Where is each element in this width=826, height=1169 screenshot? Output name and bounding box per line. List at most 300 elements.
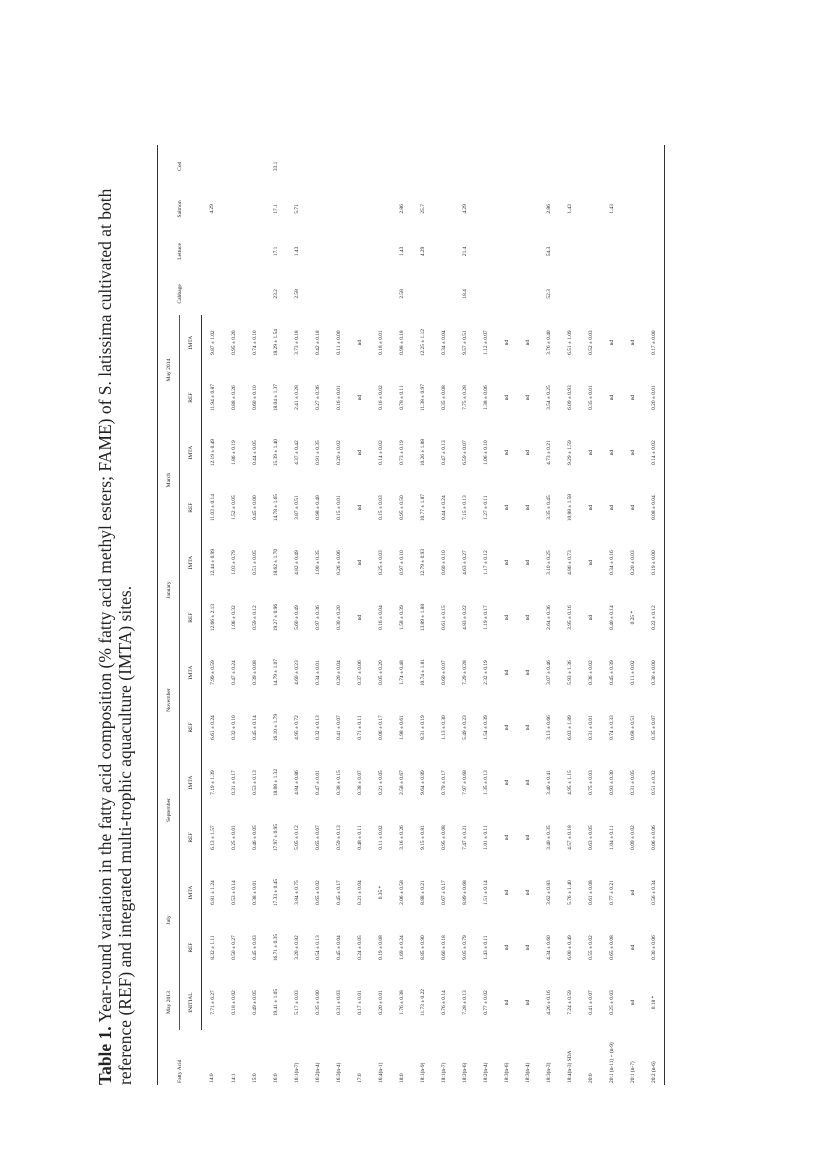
fatty-acid-name: 18:0 (398, 1073, 405, 1083)
source-value-cell (601, 145, 622, 188)
value-cell: 9.29 ± 1.59 (566, 440, 573, 465)
table-row (349, 145, 370, 1085)
value-cell: 19.27 ± 0.96 (272, 603, 279, 632)
value-cell: nd (524, 834, 531, 841)
value-cell: nd (629, 504, 636, 511)
site-subheader: REF (180, 480, 202, 535)
table-row (265, 145, 286, 1085)
value-cell: 2.64 ± 0.36 (545, 605, 552, 630)
source-value-cell (328, 145, 349, 188)
fatty-acid-name: 14:0 (209, 1073, 216, 1083)
value-cell: 0.98 ± 0.18 (398, 330, 405, 355)
value-cell: 0.31 ± 0.05 (629, 770, 636, 795)
value-cell: 0.44 ± 0.24 (440, 495, 447, 520)
source-value-cell: 17.1 (272, 246, 279, 257)
value-cell: 5.93 ± 1.36 (566, 660, 573, 685)
value-cell: 0.98 ± 0.40 (314, 495, 321, 520)
value-cell: 0.48 ± 0.11 (356, 825, 363, 850)
source-value-cell (475, 230, 496, 272)
source-value-cell: 17.1 (272, 204, 279, 214)
value-cell: 0.32 ± 0.13 (314, 715, 321, 740)
value-cell: 6.09 ± 0.93 (566, 385, 573, 410)
value-cell: 0.35 ± 0.01 (587, 385, 594, 410)
source-value-cell (580, 145, 601, 188)
value-cell: 0.25 ± 0.03 (377, 550, 384, 575)
source-value-cell (223, 145, 244, 188)
value-cell: nd (356, 614, 363, 621)
value-cell: 12.19 ± 0.49 (209, 439, 216, 467)
value-cell: 8.88 ± 0.21 (419, 880, 426, 905)
value-cell: 1.17 ± 0.12 (482, 550, 489, 575)
value-cell: 0.31 ± 0.03 (335, 990, 342, 1015)
source-value-cell (517, 230, 538, 272)
value-cell: 0.54 ± 0.13 (314, 935, 321, 960)
value-cell: 0.14 ± 0.02 (643, 425, 665, 480)
site-subheader: IMTA (180, 645, 202, 700)
value-cell: 0.36 ± 0.02 (587, 660, 594, 685)
value-cell: 0.78 ± 0.11 (398, 385, 405, 410)
table-row (454, 145, 475, 1085)
value-cell: 0.44 ± 0.05 (251, 440, 258, 465)
value-cell: nd (356, 504, 363, 511)
fatty-acid-name: 18:3(n-4) (524, 1062, 531, 1083)
fatty-acid-name: 18:2(n-4) (482, 1062, 489, 1083)
fatty-acid-name: 18:1(n-7) (440, 1062, 447, 1083)
value-cell: 0.41 ± 0.07 (335, 715, 342, 740)
value-cell: 0.11 ± 0.02 (377, 825, 384, 850)
value-cell: 4.84 ± 0.86 (293, 770, 300, 795)
value-cell: 0.74 ± 0.33 (608, 715, 615, 740)
value-cell: 0.22 ± 0.12 (643, 590, 665, 645)
source-value-cell (643, 188, 665, 230)
value-cell: nd (524, 559, 531, 566)
value-cell: 16.71 ± 0.35 (272, 933, 279, 962)
value-cell: 5.17 ± 0.03 (293, 990, 300, 1015)
value-cell: 0.26 ± 0.06 (335, 550, 342, 575)
value-cell: 8.32 ± 1.11 (209, 935, 216, 960)
source-value-cell (307, 188, 328, 230)
table-row (643, 145, 665, 1085)
source-value-cell (496, 145, 517, 188)
source-value-cell (559, 145, 580, 188)
fatty-acid-name: 14:1 (230, 1073, 237, 1083)
source-value-cell: 2.86 (398, 204, 405, 214)
value-cell: 0.47 ± 0.01 (314, 770, 321, 795)
fatty-acid-name: 18:2(n-6) (461, 1062, 468, 1083)
value-cell: 0.75 ± 0.03 (587, 770, 594, 795)
source-value-cell: 21.4 (461, 246, 468, 257)
source-value-cell (202, 145, 224, 188)
source-value-cell (202, 230, 224, 272)
group-header: September (158, 755, 180, 865)
source-value-cell: 4.29 (461, 204, 468, 214)
value-cell: 16.10 ± 1.79 (272, 713, 279, 742)
value-cell: 0.25 * (629, 610, 636, 625)
value-cell: nd (629, 999, 636, 1006)
value-cell: 0.65 ± 0.08 (608, 935, 615, 960)
value-cell: 7.28 ± 0.13 (461, 990, 468, 1015)
value-cell: 0.11 ± 0.00 (335, 330, 342, 355)
source-value-cell: 1.43 (293, 246, 300, 257)
value-cell: 0.68 ± 0.51 (629, 715, 636, 740)
source-value-cell (223, 230, 244, 272)
value-cell: 0.17 ± 0.01 (356, 990, 363, 1015)
value-cell: 0.51 ± 0.32 (643, 755, 665, 810)
value-cell: 0.31 ± 0.01 (587, 715, 594, 740)
value-cell: 7.15 ± 0.13 (461, 495, 468, 520)
value-cell: 1.12 ± 0.07 (482, 330, 489, 355)
source-value-cell (517, 273, 538, 315)
value-cell: 1.98 ± 0.61 (398, 715, 405, 740)
value-cell: 0.06 ± 0.17 (377, 715, 384, 740)
source-value-cell (223, 188, 244, 230)
value-cell: 0.60 ± 0.10 (251, 385, 258, 410)
value-cell: 0.27 ± 0.36 (314, 385, 321, 410)
group-header: May 2013 (158, 975, 180, 1030)
value-cell: 0.63 ± 0.05 (587, 825, 594, 850)
fatty-acid-name: 20:1 (n-11) + (n-9) (608, 1042, 615, 1083)
site-subheader: REF (180, 920, 202, 975)
fatty-acid-name: 18:3(n-6) (503, 1062, 510, 1083)
table-row (538, 145, 559, 1085)
value-cell: 7.75 ± 0.28 (461, 385, 468, 410)
value-cell: 10.88 ± 1.58 (566, 494, 573, 522)
value-cell: 0.35 ± 0.07 (643, 700, 665, 755)
source-value-cell: 5.71 (293, 204, 300, 214)
site-subheader: IMTA (180, 315, 202, 370)
value-cell: 3.40 ± 0.41 (545, 770, 552, 795)
value-cell: 0.08 ± 0.04 (643, 480, 665, 535)
value-cell: 0.19 ± 0.00 (643, 535, 665, 590)
value-cell: 0.95 ± 0.08 (440, 825, 447, 850)
value-cell: 6.51 ± 1.09 (566, 330, 573, 355)
source-value-cell (244, 230, 265, 272)
value-cell: 8.89 ± 0.68 (461, 880, 468, 905)
source-value-cell (370, 273, 391, 315)
value-cell: 0.30 ± 0.06 (643, 920, 665, 975)
site-subheader: IMTA (180, 865, 202, 920)
source-value-cell (580, 230, 601, 272)
site-subheader: REF (180, 590, 202, 645)
value-cell: nd (356, 559, 363, 566)
source-value-cell: 23.2 (272, 289, 279, 299)
source-value-cell (517, 188, 538, 230)
value-cell: 18.29 ± 1.54 (272, 329, 279, 357)
value-cell: 1.54 ± 0.39 (482, 715, 489, 740)
value-cell: 0.51 ± 0.05 (251, 550, 258, 575)
value-cell: nd (524, 724, 531, 731)
source-value-cell (517, 145, 538, 188)
value-cell: 12.44 ± 0.99 (209, 548, 216, 577)
value-cell: 0.53 ± 0.13 (251, 770, 258, 795)
value-cell: nd (503, 944, 510, 951)
value-cell: 0.77 ± 0.02 (482, 990, 489, 1015)
source-value-cell: 2.58 (293, 289, 300, 299)
value-cell: 4.26 ± 0.16 (545, 990, 552, 1015)
table-row (580, 145, 601, 1085)
value-cell: 0.19 ± 0.08 (377, 935, 384, 960)
value-cell: 3.73 ± 0.18 (293, 330, 300, 355)
source-value-cell (601, 273, 622, 315)
fatty-acid-name: 16:1(n-7) (293, 1062, 300, 1083)
table-row (307, 145, 328, 1085)
value-cell: nd (524, 889, 531, 896)
group-header: May 2014 (158, 315, 180, 425)
value-cell: 3.84 ± 0.75 (293, 880, 300, 905)
value-cell: 1.51 ± 0.14 (482, 880, 489, 905)
value-cell: nd (503, 724, 510, 731)
value-cell: 9.64 ± 0.89 (419, 770, 426, 795)
value-cell: 1.19 ± 0.17 (482, 605, 489, 630)
value-cell: nd (503, 394, 510, 401)
value-cell: 3.40 ± 0.35 (545, 825, 552, 850)
value-cell: 5.60 ± 0.49 (293, 605, 300, 630)
value-cell: 1.06 ± 0.32 (230, 605, 237, 630)
value-cell: 0.60 ± 0.07 (440, 660, 447, 685)
source-value-cell (244, 188, 265, 230)
site-subheader: IMTA (180, 425, 202, 480)
value-cell: 2.58 ± 0.67 (398, 770, 405, 795)
group-header: March (158, 425, 180, 535)
value-cell: nd (503, 889, 510, 896)
value-cell: nd (587, 449, 594, 456)
table-row (286, 145, 307, 1085)
table-body (202, 145, 665, 1085)
value-cell: nd (503, 834, 510, 841)
fatty-acid-name: 15:0 (251, 1073, 258, 1083)
source-value-cell (349, 188, 370, 230)
source-value-cell (475, 188, 496, 230)
value-cell: 0.61 ± 0.15 (440, 605, 447, 630)
value-cell: 0.15 ± 0.01 (335, 495, 342, 520)
value-cell: 0.20 ± 0.02 (335, 440, 342, 465)
value-cell: 4.60 ± 0.23 (293, 660, 300, 685)
value-cell: 1.38 ± 0.06 (482, 385, 489, 410)
value-cell: 18.04 ± 1.37 (272, 384, 279, 412)
value-cell: 0.45 ± 0.39 (608, 660, 615, 685)
table-caption (95, 145, 135, 1085)
source-value-cell (475, 273, 496, 315)
value-cell: 11.94 ± 0.87 (209, 384, 216, 412)
value-cell: 0.21 ± 0.05 (377, 770, 384, 795)
value-cell: 7.97 ± 0.68 (461, 770, 468, 795)
source-value-cell (286, 145, 307, 188)
source-value-cell (307, 145, 328, 188)
value-cell: 14.78 ± 1.65 (272, 494, 279, 522)
source-value-cell (433, 188, 454, 230)
value-cell: 4.63 ± 0.27 (461, 550, 468, 575)
site-subheader: REF (180, 700, 202, 755)
caption-text: Year-round variation in the fatty acid composition (% fatty acid methyl esters; FAME) of S. latissima cultivated at both reference (REF) and integrated multi-trophic aquaculture (IMTA) sites. (95, 188, 135, 1085)
site-subheader: REF (180, 370, 202, 425)
value-cell: 0.42 ± 0.18 (314, 330, 321, 355)
value-cell: 0.25 ± 0.01 (230, 825, 237, 850)
value-cell: 0.93 ± 0.30 (608, 770, 615, 795)
fatty-acid-name: 20:0 (587, 1073, 594, 1083)
value-cell: nd (608, 339, 615, 346)
value-cell: 0.61 ± 0.08 (587, 880, 594, 905)
value-cell: 1.43 ± 0.11 (482, 935, 489, 960)
value-cell: 1.58 ± 0.39 (398, 605, 405, 630)
value-cell: 1.04 ± 0.11 (608, 825, 615, 850)
value-cell: 0.35 * (377, 885, 384, 900)
value-cell: 0.65 ± 0.02 (314, 880, 321, 905)
value-cell: 4.57 ± 0.18 (566, 825, 573, 850)
value-cell: nd (608, 394, 615, 401)
source-value-cell (496, 230, 517, 272)
table-row (370, 145, 391, 1085)
value-cell: nd (608, 449, 615, 456)
value-cell: 11.73 ± 0.22 (419, 989, 426, 1017)
value-cell: 0.20 ± 0.01 (643, 370, 665, 425)
value-cell: 0.56 ± 0.34 (643, 865, 665, 920)
value-cell: 0.88 ± 0.26 (230, 385, 237, 410)
source-value-cell (622, 230, 643, 272)
value-cell: 0.79 ± 0.17 (440, 770, 447, 795)
value-cell: 0.45 ± 0.03 (251, 935, 258, 960)
value-cell: nd (503, 504, 510, 511)
source-value-cell: 1.43 (566, 204, 573, 214)
value-cell: 0.34 ± 0.16 (608, 550, 615, 575)
value-cell: 1.76 ± 0.38 (398, 990, 405, 1015)
value-cell: nd (503, 779, 510, 786)
source-value-cell (307, 230, 328, 272)
value-cell: 0.14 ± 0.02 (377, 440, 384, 465)
value-cell: nd (524, 504, 531, 511)
value-cell: 4.95 ± 0.72 (293, 715, 300, 740)
value-cell: 3.20 ± 0.82 (293, 935, 300, 960)
value-cell: 0.73 ± 0.19 (398, 440, 405, 465)
site-subheader: IMTA (180, 755, 202, 810)
value-cell: 0.30 ± 0.20 (335, 605, 342, 630)
source-value-cell (643, 145, 665, 188)
value-cell: 0.95 ± 0.50 (398, 495, 405, 520)
value-cell: 1.01 ± 0.11 (482, 825, 489, 850)
value-cell: nd (356, 394, 363, 401)
value-cell: 0.55 ± 0.02 (587, 935, 594, 960)
table-row (391, 145, 412, 1085)
source-value-cell (349, 273, 370, 315)
source-value-cell: 54.3 (545, 246, 552, 257)
fatty-acid-name: 20:1 (n-7) (629, 1061, 636, 1083)
value-cell: 0.39 ± 0.08 (251, 660, 258, 685)
value-cell: nd (629, 889, 636, 896)
group-header: November (158, 645, 180, 755)
value-cell: nd (503, 999, 510, 1006)
source-value-cell (391, 145, 412, 188)
source-value-cell (202, 273, 224, 315)
value-cell: nd (629, 394, 636, 401)
value-cell: 10.26 ± 1.88 (419, 439, 426, 467)
value-cell: 3.76 ± 0.40 (545, 330, 552, 355)
value-cell: 0.16 ± 0.04 (377, 605, 384, 630)
value-cell: 0.18 ± 0.02 (230, 990, 237, 1015)
source-value-cell (559, 230, 580, 272)
site-subheader: INITIAL (180, 975, 202, 1030)
value-cell: 0.45 ± 0.14 (251, 715, 258, 740)
source-value-cell (559, 273, 580, 315)
value-cell: 0.25 ± 0.03 (608, 990, 615, 1015)
source-value-cell (328, 188, 349, 230)
value-cell: 0.20 ± 0.01 (377, 990, 384, 1015)
value-cell: 6.00 ± 0.49 (566, 935, 573, 960)
fatty-acid-name: 20:2 (n-6) (643, 1030, 665, 1085)
fatty-acid-name: 16:0 (272, 1073, 279, 1083)
fatty-acid-name: 16:4(n-1) (377, 1062, 384, 1083)
value-cell: nd (524, 394, 531, 401)
value-cell: 0.47 ± 0.13 (440, 440, 447, 465)
value-cell: 0.76 ± 0.14 (440, 990, 447, 1015)
table-row (517, 145, 538, 1085)
value-cell: 0.38 ± 0.07 (356, 770, 363, 795)
source-value-cell: 52.3 (545, 289, 552, 299)
value-cell: 0.32 ± 0.10 (230, 715, 237, 740)
value-cell: 7.99 ± 0.59 (209, 660, 216, 685)
value-cell: 7.47 ± 0.21 (461, 825, 468, 850)
source-value-cell: 4.29 (209, 204, 216, 214)
value-cell: 0.52 ± 0.03 (587, 330, 594, 355)
value-cell: 0.95 ± 0.20 (230, 330, 237, 355)
source-value-cell (601, 230, 622, 272)
table-row (412, 145, 433, 1085)
source-value-cell (538, 145, 559, 188)
value-cell: 0.18 ± 0.01 (377, 330, 384, 355)
value-cell: 2.32 ± 0.19 (482, 660, 489, 685)
value-cell: 0.20 ± 0.03 (629, 550, 636, 575)
source-value-cell: 33.1 (272, 161, 279, 172)
value-cell: 17.97 ± 0.95 (272, 823, 279, 852)
value-cell: 7.29 ± 0.28 (461, 660, 468, 685)
value-cell: 7.24 ± 0.59 (566, 990, 573, 1015)
source-value-cell (622, 273, 643, 315)
source-value-cell (370, 188, 391, 230)
value-cell: 0.77 ± 0.21 (608, 880, 615, 905)
source-value-cell (328, 230, 349, 272)
table-row (496, 145, 517, 1085)
value-cell: 0.18 * (643, 975, 665, 1030)
value-cell: 7.71 ± 0.27 (209, 990, 216, 1015)
table-row (559, 145, 580, 1085)
source-value-cell (349, 145, 370, 188)
value-cell: 0.20 ± 0.04 (335, 660, 342, 685)
table-row (475, 145, 496, 1085)
fatty-acid-name: 18:1(n-9) (419, 1062, 426, 1083)
source-value-cell (328, 273, 349, 315)
table-row (244, 145, 265, 1085)
value-cell: 0.06 ± 0.06 (643, 810, 665, 865)
value-cell: 0.35 ± 0.00 (314, 990, 321, 1015)
value-cell: 0.47 ± 0.24 (230, 660, 237, 685)
site-subheader: IMTA (180, 535, 202, 590)
value-cell: nd (587, 504, 594, 511)
source-value-cell (412, 273, 433, 315)
value-cell: 0.38 ± 0.15 (335, 770, 342, 795)
value-cell: 9.57 ± 0.51 (461, 330, 468, 355)
value-cell: 1.00 ± 0.35 (314, 550, 321, 575)
fatty-acid-header: Fatty Acid (158, 1030, 202, 1085)
value-cell: nd (629, 449, 636, 456)
value-cell: 0.91 ± 0.35 (314, 440, 321, 465)
source-value-cell: 18.4 (461, 289, 468, 299)
value-cell: 8.85 ± 0.90 (419, 935, 426, 960)
value-cell: nd (356, 339, 363, 346)
fatty-acid-name: 18:4(n-3) SDA (566, 1050, 573, 1083)
table-row (433, 145, 454, 1085)
value-cell: 1.06 ± 0.10 (482, 440, 489, 465)
source-value-cell (307, 273, 328, 315)
value-cell: 13.89 ± 1.88 (419, 603, 426, 632)
source-value-cell (622, 188, 643, 230)
